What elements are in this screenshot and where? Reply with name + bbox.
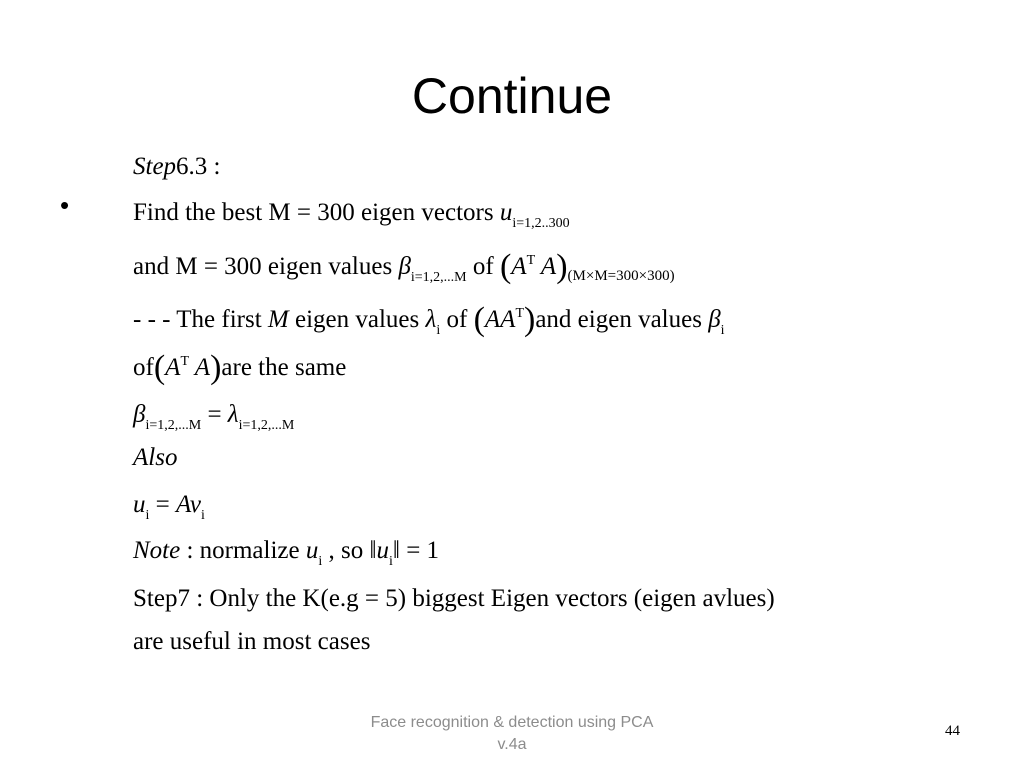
of-text: of	[440, 306, 474, 333]
so-text: , so	[322, 537, 370, 564]
line-find-eigen-vectors	[133, 196, 570, 234]
equals-sign: =	[201, 401, 228, 428]
of-text: of	[133, 354, 154, 381]
norm-close: ‖	[392, 537, 400, 564]
beta-subscript: i	[720, 323, 725, 338]
page-number: 44	[945, 723, 960, 739]
footer-version: v.4a	[497, 736, 527, 753]
line-eigen-values	[133, 247, 675, 288]
of-text: of	[466, 253, 500, 280]
av-expression: Av	[176, 491, 201, 518]
eigen-values-text: and M = 300 eigen values	[133, 253, 399, 280]
paren-open: (	[153, 349, 166, 386]
beta-subscript: i=1,2,...M	[410, 270, 467, 285]
bullet-marker: •	[60, 190, 70, 220]
slide-title: Continue	[411, 68, 613, 124]
u-subscript: i	[389, 554, 393, 569]
line-useful	[133, 625, 370, 659]
transpose-mark: T	[526, 253, 536, 268]
line-are-the-same	[133, 348, 346, 389]
find-text: Find the best M = 300 eigen vectors	[133, 199, 500, 226]
normalize-text: : normalize	[180, 537, 306, 564]
u-subscript: i	[318, 554, 323, 569]
norm-open: ‖	[369, 537, 377, 564]
lambda-subscript: i=1,2,...M	[238, 418, 295, 433]
and-eigen-text: and eigen values	[535, 306, 709, 333]
beta-symbol: β	[708, 306, 721, 333]
paren-open: (	[499, 248, 512, 285]
u-subscript: i=1,2..300	[512, 216, 570, 231]
paren-close: )	[210, 349, 222, 386]
transpose-mark: T	[180, 354, 189, 369]
paren-close: )	[556, 248, 568, 285]
lambda-subscript: i	[436, 323, 441, 338]
u-var: u	[499, 199, 513, 226]
equals-one: = 1	[399, 537, 440, 564]
lambda-symbol: λ	[227, 401, 239, 428]
eigen-values-text: eigen values	[288, 306, 426, 333]
transpose-mark: T	[515, 306, 524, 321]
u-var: u	[133, 491, 146, 518]
matrix-a: A	[511, 253, 527, 280]
line-beta-equals-lambda	[133, 398, 294, 436]
line-step7	[133, 582, 775, 616]
beta-symbol: β	[133, 401, 146, 428]
u-subscript: i	[145, 508, 150, 523]
matrix-a: A	[189, 354, 211, 381]
u-var: u	[305, 537, 319, 564]
step-number: 6.3 :	[176, 153, 221, 180]
matrix-size: (M×M=300×300)	[567, 268, 675, 284]
paren-open: (	[473, 301, 485, 338]
first-text: - - - The first	[133, 306, 268, 333]
m-var: M	[267, 306, 289, 333]
footer-title: Face recognition & detection using PCA	[370, 714, 654, 731]
lambda-symbol: λ	[425, 306, 437, 333]
u-var: u	[376, 537, 390, 564]
beta-symbol: β	[398, 253, 411, 280]
step-label: Step	[133, 153, 177, 180]
v-subscript: i	[201, 508, 205, 523]
beta-subscript: i=1,2,...M	[145, 418, 202, 433]
note-label: Note	[133, 537, 181, 564]
line-first-m-eigen-values	[133, 300, 725, 341]
slide-footer	[0, 712, 1024, 756]
matrix-aa: AA	[484, 306, 516, 333]
line-u-equals-av	[133, 488, 205, 526]
are-the-same-text: are the same	[221, 354, 347, 381]
paren-close: )	[524, 301, 536, 338]
useful-text: are useful in most cases	[133, 628, 371, 655]
line-step-6-3	[133, 150, 221, 184]
equals-sign: =	[149, 491, 176, 518]
matrix-a: A	[165, 354, 181, 381]
line-also	[133, 441, 177, 475]
also-text: Also	[133, 444, 178, 471]
line-note-normalize	[133, 534, 439, 572]
step7-text: Step7 : Only the K(e.g = 5) biggest Eigen vectors (eigen avlues)	[133, 585, 775, 612]
matrix-a: A	[535, 253, 557, 280]
